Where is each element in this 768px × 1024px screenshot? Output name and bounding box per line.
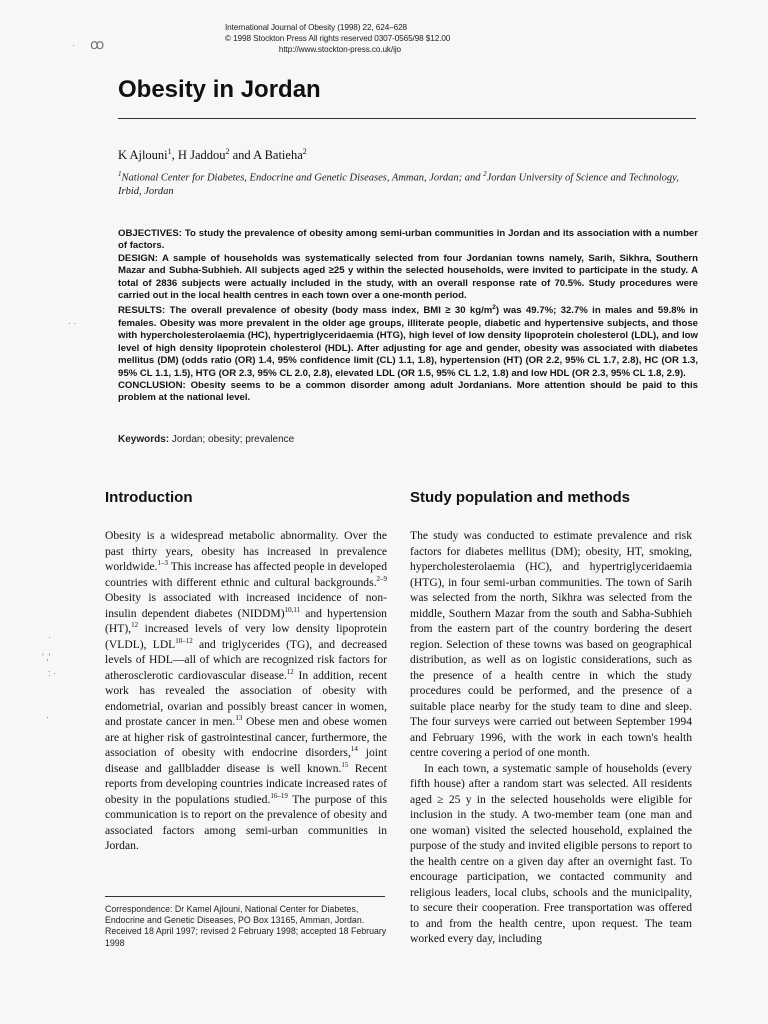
author-affiliation-mark: 2: [225, 147, 230, 156]
abstract: [118, 228, 698, 405]
correspondence-footnote: [105, 904, 390, 949]
scan-mark: ·: [46, 712, 49, 722]
footnote-divider: [105, 896, 385, 897]
body-text: This increase has affected people in developed countries with different ethnic and cultural backgrounds.: [105, 560, 387, 589]
methods-paragraph: In each town, a systematic sample of households (every fifth house) after a random start was selected. All residents aged ≥ 25 y in the selected households were eligible for inclusion in the study. A two-member team (one man and one woman) visited the selected household, explained the purpose of the study and invited eligible persons to report to the health centre on a given day after an overnight fast. To encourage participation, we contacted community and religious leaders, local clubs, schools and the municipality, to secure their cooperation. Free transportation was offered to and from the health centre, upon request. The team worked every day, including: [410, 761, 692, 945]
author-separator: and: [229, 148, 254, 163]
article-title: Obesity in Jordan: [118, 76, 321, 103]
affiliations: [118, 168, 700, 198]
copyright-line: © 1998 Stockton Press All rights reserved 0307-0565/98 $12.00: [225, 34, 451, 43]
citation-ref: 13: [235, 714, 243, 723]
citation-ref: 10–12: [175, 636, 193, 645]
journal-header: [225, 22, 451, 55]
introduction-column: [105, 528, 387, 854]
section-title-study-population: Study population and methods: [410, 489, 630, 506]
journal-url[interactable]: http://www.stockton-press.co.uk/ijo: [278, 45, 401, 54]
body-text: Obesity is a widespread metabolic abnormality. Over the past thirty years, obesity has increased in prevalence worldwide.: [105, 529, 387, 573]
scan-mark: ' ,': [42, 652, 51, 662]
citation-ref: 12: [131, 621, 139, 630]
body-text: joint disease and gallbladder disease is well known.: [105, 746, 387, 775]
abstract-results-text: RESULTS: The overall prevalence of obesity (body mass index, BMI ≥ 30 kg/m: [118, 305, 493, 317]
abstract-conclusion: CONCLUSION: Obesity seems to be a common disorder among adult Jordanians. More attention should be paid to this problem at the national level.: [118, 380, 698, 404]
abstract-design: DESIGN: A sample of households was systematically selected from four Jordanian towns namely, Sarih, Sikhra, Southern Mazar and Subha-Subhieh. All subjects aged ≥25 y within the selected households, were invited to participate in the study. A total of 2836 subjects were actually included in the study, with an overall response rate of 70.5%. Study procedures were carried out in the local health centres in each town over a one-month period.: [118, 252, 698, 302]
affiliation-mark: 2: [483, 170, 487, 178]
author-list: [118, 147, 307, 163]
body-text: Recent reports from developing countries indicate increased rates of obesity in the populations studied.: [105, 761, 387, 806]
affiliation-mark: 1: [118, 170, 122, 178]
abstract-results-text: ) was 49.7%; 32.7% in males and 59.8% in females. Obesity was more prevalent in the older age groups, illiterate people, diabetic and hypertensive subjects, and those with hypercholesterolaemia (HC), hypertriglyceridaemia (HTG), high level of low density lipoprotein cholesterol (LDL), and low level of high density lipoprotein cholesterol (HDL). After adjusting for age and gender, obesity was associated with diabetes mellitus (DM) (odds ratio (OR) 1.4, 95% confidence limit (CL) 1.1, 1.8), hypertension (HT) (OR 2.2, 95% CL 1.7, 2.8), HC (OR 1.3, 95% CL 1.1, 1.5), HTG (OR 2.3, 95% CL 2.0, 2.8), elevated LDL (OR 1.5, 95% CL 1.2, 1.8) and low HDL (OR 2.3, 95% CL 1.8, 2.9).: [118, 305, 698, 379]
superscript: 2: [492, 304, 496, 312]
body-text: and hypertension (HT),: [105, 606, 387, 635]
citation-ref: 10,11: [284, 605, 301, 614]
author-separator: ,: [171, 148, 178, 163]
journal-citation: International Journal of Obesity (1998) 22, 624–628: [225, 23, 407, 32]
study-methods-column: [410, 528, 692, 947]
author-name: H Jaddou: [177, 148, 226, 163]
affiliation-1: National Center for Diabetes, Endocrine and Genetic Diseases, Amman, Jordan;: [121, 172, 463, 184]
body-text: Obese men and obese women are at higher risk of gastrointestinal cancer, furthermore, the association of obesity with endocrine disorders,: [105, 715, 387, 759]
keywords: [118, 434, 294, 445]
author-affiliation-mark: 1: [167, 147, 172, 156]
citation-ref: 2–9: [376, 574, 387, 583]
methods-paragraph: The study was conducted to estimate prevalence and risk factors for diabetes mellitus (DM); obesity, HT, smoking, hypercholesterolaemia (HC), and hypertriglyceridaemia (HTG), in four semi-urban communities. The town of Sarih was selected from the north, Sikhra was selected from the middle, Southern Mazar from the south and Sabha-Subhieh from the eastern part of the country bordering the desert region. Selection of these towns was based on geographical distribution, as well as on logistic considerations, such as the presence of a health centre in which the study procedures could be performed, and the presence of a suitable place nearby for the study team to dine and sleep. The four surveys were carried out between September 1994 and February 1996, with the work in each town's health centre covering a period of one month.: [410, 529, 692, 759]
scan-mark: ·: [48, 632, 51, 642]
body-text: increased levels of very low density lipoprotein (VLDL), LDL: [105, 622, 387, 651]
scan-mark: ·: [72, 40, 75, 50]
author-name: A Batieha: [253, 148, 303, 163]
keywords-label: Keywords:: [118, 434, 170, 445]
author-affiliation-mark: 2: [302, 147, 307, 156]
scan-mark: : ·: [48, 668, 56, 678]
citation-ref: 12: [286, 667, 294, 676]
affiliation-separator: and: [462, 172, 484, 184]
introduction-paragraph: [105, 528, 387, 854]
correspondence-address: Correspondence: Dr Kamel Ajlouni, National Center for Diabetes, Endocrine and Genetic Diseases, PO Box 13165, Amman, Jordan.: [105, 904, 365, 926]
body-text: The purpose of this communication is to report on the prevalence of obesity and associated factors among semi-urban communities in Jordan.: [105, 792, 387, 852]
body-text: Obesity is associated with increased incidence of non-insulin dependent diabetes (NIDDM): [105, 591, 387, 620]
scan-mark: · ·: [68, 318, 77, 328]
citation-ref: 16–19: [270, 791, 288, 800]
citation-ref: 1–3: [157, 559, 168, 568]
received-dates: Received 18 April 1997; revised 2 February 1998; accepted 18 February 1998: [105, 926, 387, 948]
body-text: In addition, recent work has revealed the association of obesity with endometrial, ovarian and possibly breast cancer in women, and prostate cancer in men.: [105, 668, 387, 728]
section-title-introduction: Introduction: [105, 489, 193, 506]
citation-ref: 15: [341, 760, 349, 769]
author-name: K Ajlouni: [118, 148, 168, 163]
affiliation-2: Jordan University of Science and Technology, Irbid, Jordan: [118, 172, 679, 197]
citation-ref: 14: [350, 745, 358, 754]
scan-mark: ꝏ: [90, 36, 105, 52]
keywords-text: Jordan; obesity; prevalence: [169, 434, 295, 445]
title-divider: [118, 118, 696, 119]
body-text: and triglycerides (TG), and decreased levels of HDL—all of which are recognized risk factors for atherosclerotic cardiovascular disease.: [105, 637, 387, 682]
abstract-results: [118, 302, 698, 380]
abstract-objectives: OBJECTIVES: To study the prevalence of obesity among semi-urban communities in Jordan and its association with a number of factors.: [118, 228, 698, 252]
